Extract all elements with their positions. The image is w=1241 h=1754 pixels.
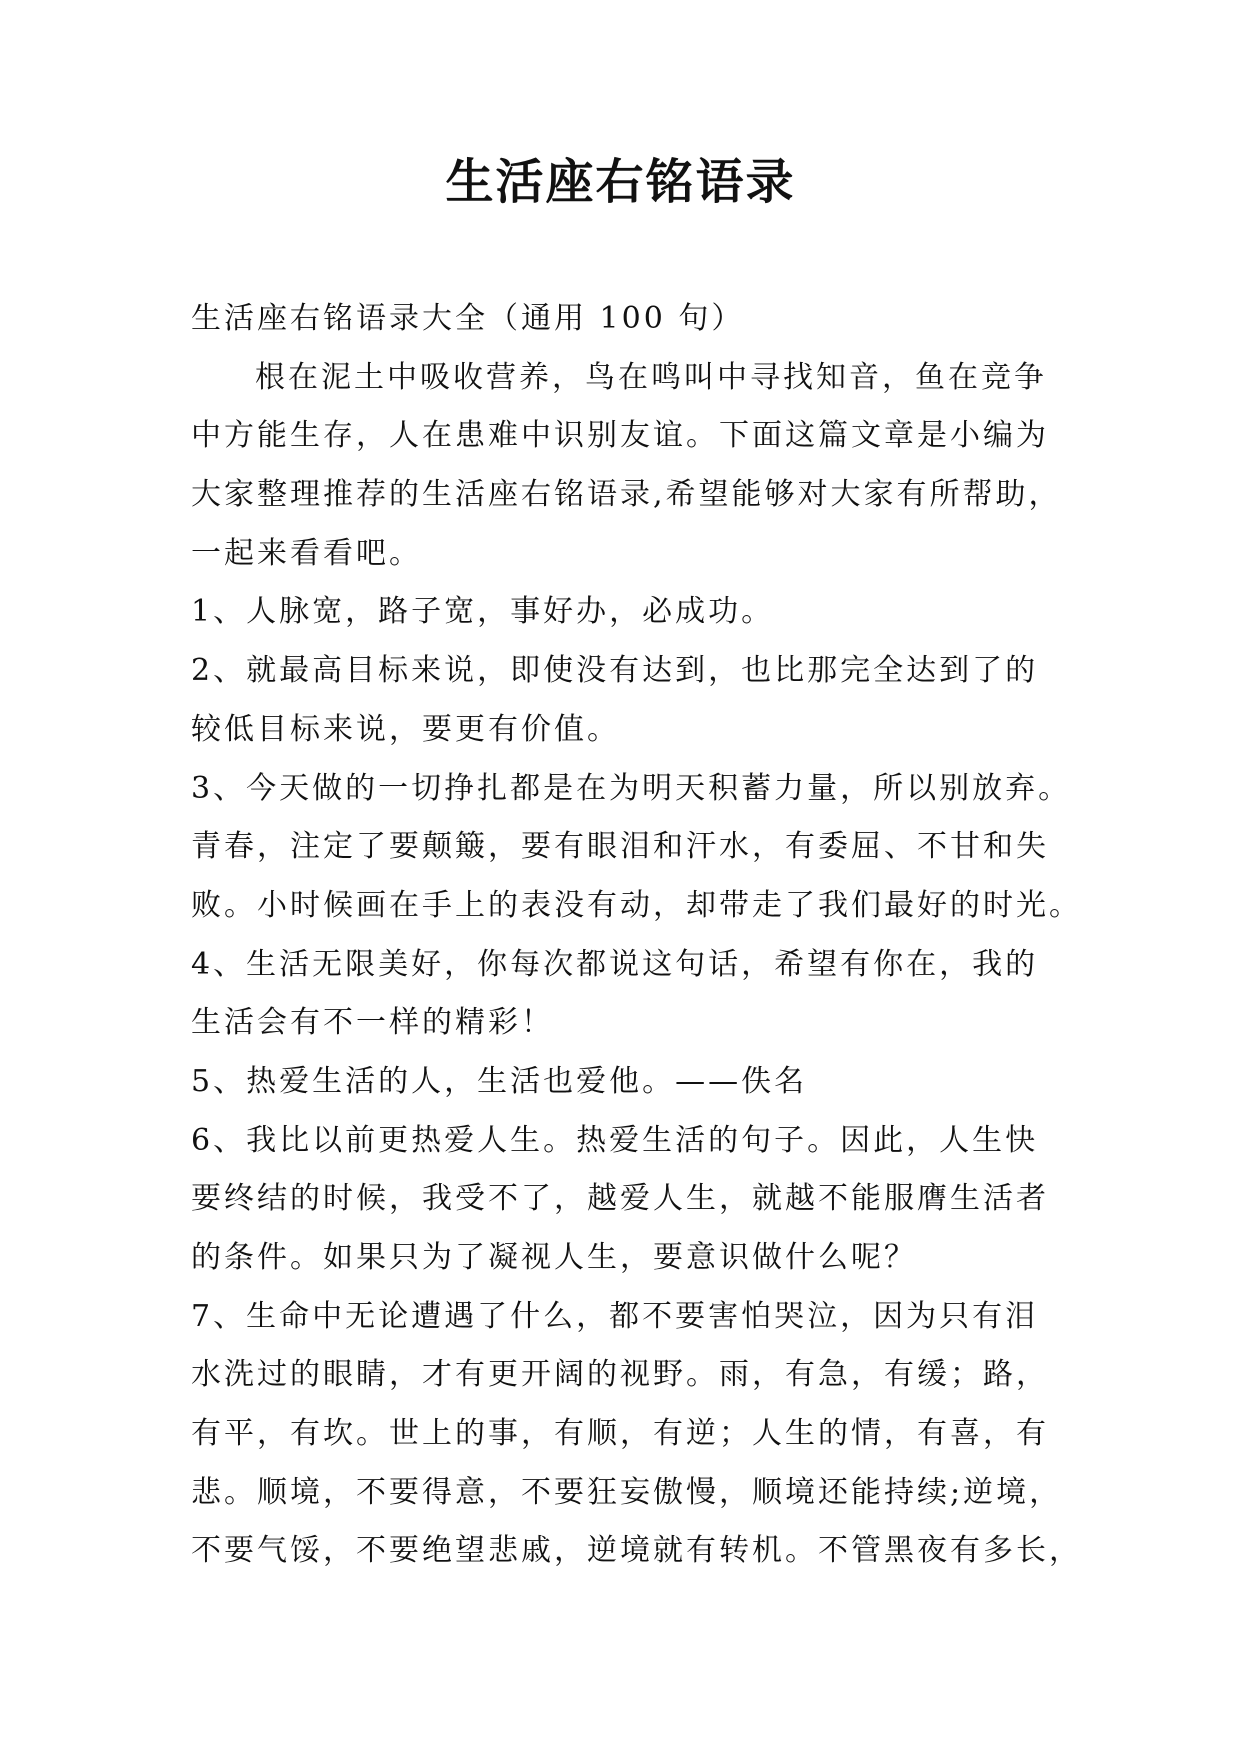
text-line: 生活会有不一样的精彩！ [191,1005,554,1041]
text-line: 5、热爱生活的人，生活也爱他。——佚名 [191,1063,808,1099]
text-line: 较低目标来说，要更有价值。 [191,711,620,747]
text-line: 中方能生存，人在患难中识别友谊。下面这篇文章是小编为 [191,418,1049,454]
text-line: 根在泥土中吸收营养，鸟在鸣叫中寻找知音，鱼在竞争 [255,359,1047,395]
document-title: 生活座右铭语录 [445,154,796,210]
text-line: 1、人脉宽，路子宽，事好办，必成功。 [191,594,775,630]
text-line: 败。小时候画在手上的表没有动，却带走了我们最好的时光。 [191,887,1082,923]
document-body [191,290,1082,1581]
text-line: 7、生命中无论遭遇了什么，都不要害怕哭泣，因为只有泪 [191,1298,1039,1334]
text-line: 生活座右铭语录大全（通用 100 句） [191,301,745,336]
text-line: 3、今天做的一切挣扎都是在为明天积蓄力量，所以别放弃。 [191,770,1072,806]
text-line: 要终结的时候，我受不了，越爱人生，就越不能服膺生活者 [191,1181,1049,1217]
text-line: 2、就最高目标来说，即使没有达到，也比那完全达到了的 [191,653,1039,689]
text-line: 6、我比以前更热爱人生。热爱生活的句子。因此，人生快 [191,1122,1039,1158]
text-line: 一起来看看吧。 [191,535,422,571]
text-line: 大家整理推荐的生活座右铭语录,希望能够对大家有所帮助， [191,477,1062,513]
text-line: 青春，注定了要颠簸，要有眼泪和汗水，有委屈、不甘和失 [191,829,1049,865]
text-line: 有平，有坎。世上的事，有顺，有逆；人生的情，有喜，有 [191,1416,1049,1452]
text-line: 水洗过的眼睛，才有更开阔的视野。雨，有急，有缓；路， [191,1357,1049,1393]
text-line: 不要气馁，不要绝望悲戚，逆境就有转机。不管黑夜有多长， [191,1533,1082,1569]
text-line: 悲。顺境，不要得意，不要狂妄傲慢，顺境还能持续;逆境， [191,1474,1063,1510]
text-line: 4、生活无限美好，你每次都说这句话，希望有你在，我的 [191,946,1039,982]
text-line: 的条件。如果只为了凝视人生，要意识做什么呢？ [191,1240,917,1275]
